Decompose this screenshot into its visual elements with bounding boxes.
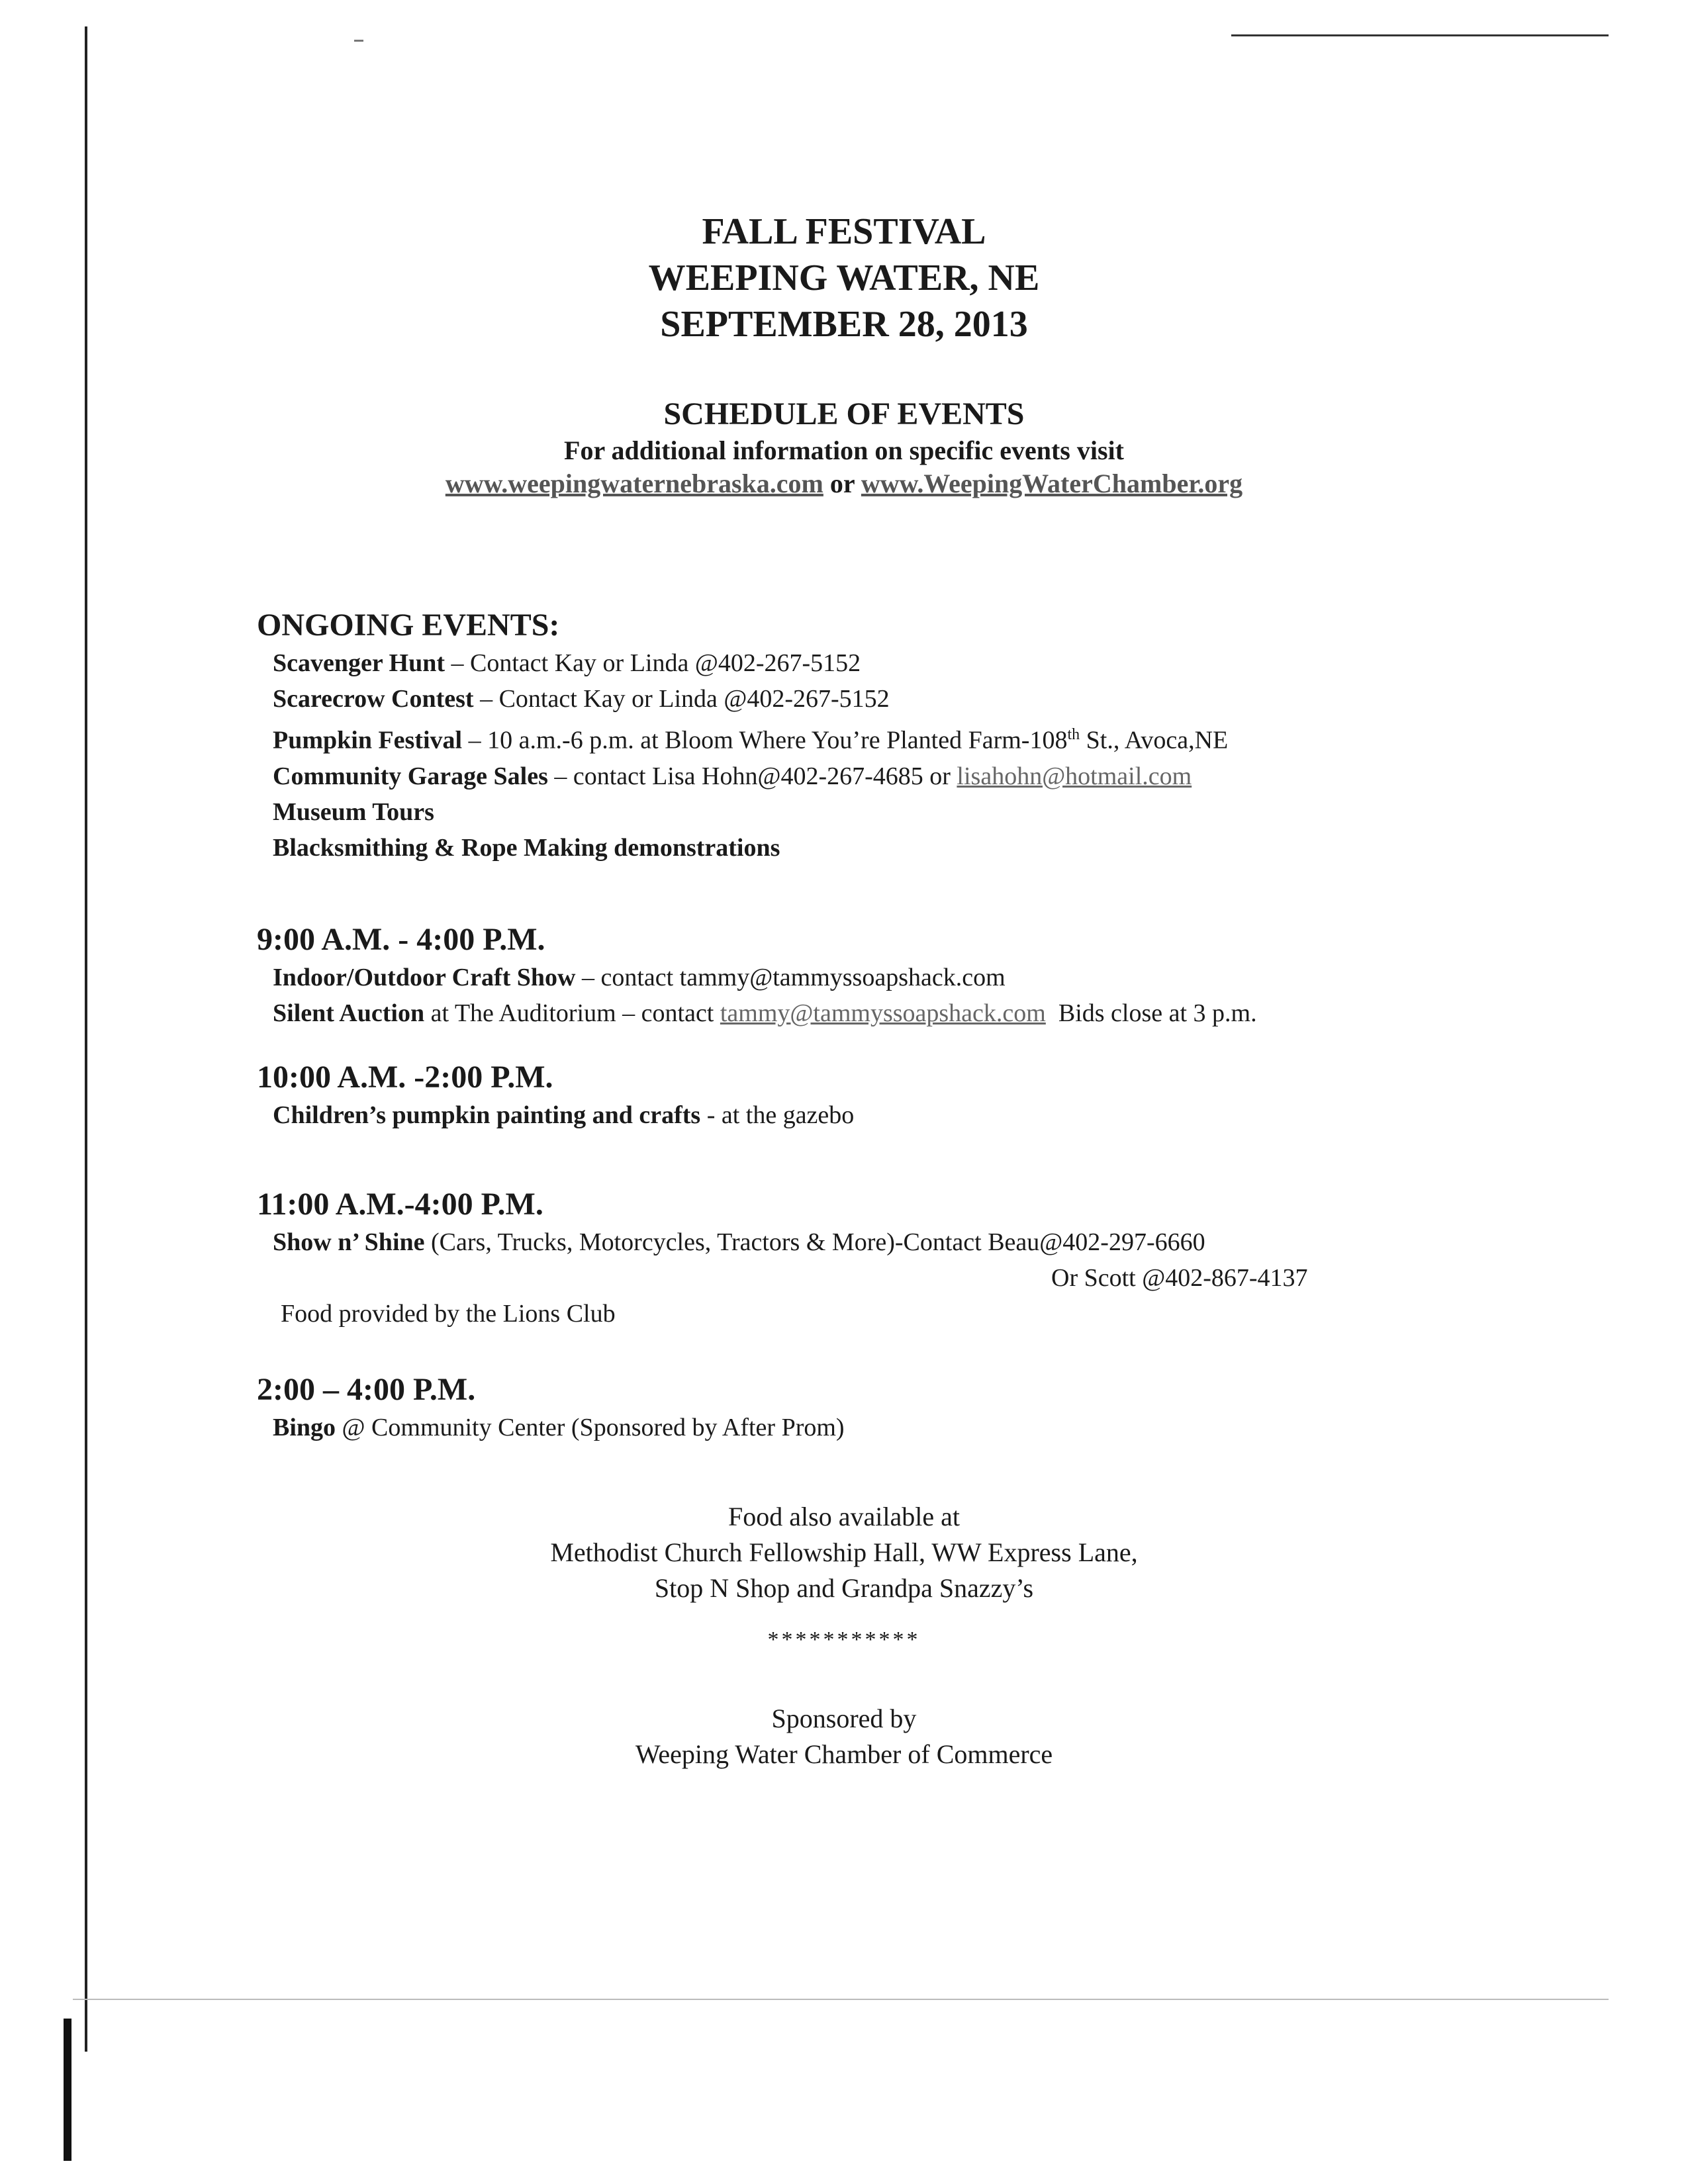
timeslot-900-section <box>257 920 1581 1031</box>
schedule-subheading: For additional information on specific events visit <box>564 435 1124 465</box>
title-line-3: SEPTEMBER 28, 2013 <box>660 304 1028 345</box>
event-name: Indoor/Outdoor Craft Show <box>273 964 576 991</box>
schedule-links <box>0 467 1688 500</box>
title-line-2: WEEPING WATER, NE <box>648 257 1040 298</box>
event-name: Museum Tours <box>273 797 434 826</box>
sponsor-line-2: Weeping Water Chamber of Commerce <box>635 1739 1053 1769</box>
event-show-n-shine <box>257 1224 1581 1260</box>
event-name: Bingo <box>273 1414 336 1441</box>
event-name: Scarecrow Contest <box>273 685 474 713</box>
event-detail: – contact tammy@tammyssoapshack.com <box>575 964 1006 991</box>
event-bingo <box>257 1410 1581 1445</box>
separator-stars: *********** <box>767 1627 921 1652</box>
event-pumpkin-painting <box>257 1097 1581 1133</box>
event-name: Children’s pumpkin painting and crafts <box>273 1101 701 1129</box>
scan-edge-bottom <box>73 1999 1609 2000</box>
schedule-heading: SCHEDULE OF EVENTS <box>663 396 1025 432</box>
food-line-2: Methodist Church Fellowship Hall, WW Express Lane, <box>550 1537 1138 1567</box>
event-detail: @ Community Center (Sponsored by After Prom) <box>336 1414 845 1441</box>
event-scarecrow-contest <box>257 681 1581 717</box>
event-detail: – 10 a.m.-6 p.m. at Bloom Where You’re Planted Farm-108 <box>462 726 1068 754</box>
event-craft-show <box>257 960 1581 995</box>
event-silent-auction <box>257 995 1581 1031</box>
event-detail-end: St., Avoca,NE <box>1080 726 1229 754</box>
event-detail: (Cars, Trucks, Motorcycles, Tractors & More)-Contact Beau@402-297-6660 <box>424 1228 1205 1256</box>
timeslot-heading: 9:00 A.M. - 4:00 P.M. <box>257 922 545 957</box>
event-museum-tours <box>257 794 1581 830</box>
email-link[interactable]: tammy@tammyssoapshack.com <box>720 999 1046 1027</box>
event-detail: – Contact Kay or Linda @402-267-5152 <box>445 649 861 677</box>
alt-contact: Or Scott @402-867-4137 <box>1051 1264 1308 1292</box>
ongoing-events-section <box>257 606 1581 866</box>
event-scavenger-hunt <box>257 645 1581 681</box>
ordinal-suffix: th <box>1067 726 1080 743</box>
event-detail: - at the gazebo <box>700 1101 855 1129</box>
event-name: Community Garage Sales <box>273 762 548 790</box>
document-title <box>0 208 1688 347</box>
event-name: Silent Auction <box>273 999 425 1027</box>
scan-edge-top-right <box>1231 34 1609 36</box>
event-detail: at The Auditorium – contact <box>424 999 720 1027</box>
link-weeping-water-nebraska[interactable]: www.weepingwaternebraska.com <box>445 469 823 498</box>
scan-speck <box>354 40 363 42</box>
event-pumpkin-festival <box>257 717 1581 758</box>
food-line-3: Stop N Shop and Grandpa Snazzy’s <box>654 1573 1034 1603</box>
timeslot-heading: 10:00 A.M. -2:00 P.M. <box>257 1060 553 1095</box>
food-availability <box>0 1499 1688 1606</box>
timeslot-1100-section <box>257 1185 1581 1332</box>
timeslot-1000-section <box>257 1058 1581 1133</box>
food-line-1: Food also available at <box>728 1502 960 1531</box>
event-detail-end: Bids close at 3 p.m. <box>1045 999 1257 1027</box>
timeslot-heading: 11:00 A.M.-4:00 P.M. <box>257 1187 543 1222</box>
timeslot-200-section <box>257 1370 1581 1445</box>
scan-edge-left-bottom <box>64 2019 71 2161</box>
email-link[interactable]: lisahohn@hotmail.com <box>957 762 1192 790</box>
event-name: Scavenger Hunt <box>273 649 445 677</box>
ongoing-heading: ONGOING EVENTS: <box>257 608 560 643</box>
event-detail: – contact Lisa Hohn@402-267-4685 or <box>547 762 957 790</box>
title-line-1: FALL FESTIVAL <box>702 211 986 252</box>
timeslot-heading: 2:00 – 4:00 P.M. <box>257 1372 476 1407</box>
sponsor-block <box>0 1701 1688 1772</box>
event-name: Show n’ Shine <box>273 1228 425 1256</box>
event-detail: – Contact Kay or Linda @402-267-5152 <box>473 685 890 713</box>
links-or: or <box>823 469 861 498</box>
event-name: Blacksmithing & Rope Making demonstrations <box>273 833 780 862</box>
event-name: Pumpkin Festival <box>273 726 463 754</box>
sponsor-line-1: Sponsored by <box>771 1704 917 1733</box>
food-note: Food provided by the Lions Club <box>281 1300 616 1328</box>
event-blacksmithing <box>257 830 1581 866</box>
link-weeping-water-chamber[interactable]: www.WeepingWaterChamber.org <box>861 469 1243 498</box>
event-community-garage-sales <box>257 758 1581 794</box>
